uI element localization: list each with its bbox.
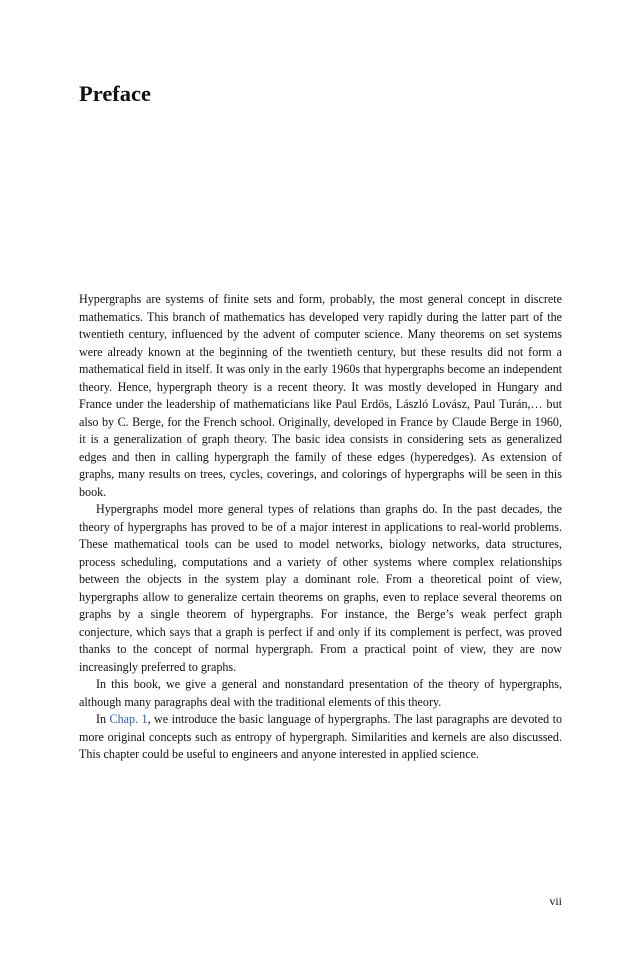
paragraph-4-rest: , we introduce the basic language of hypergraphs. The last paragraphs are devoted to more original concepts such as entropy of hypergraph. Similarities and kernels are also discussed. This chapter could be useful to engineers and anyone interested in applied science. [79, 712, 562, 761]
paragraph-4 [79, 711, 562, 764]
preface-body [79, 291, 562, 764]
paragraph-1: Hypergraphs are systems of finite sets and form, probably, the most general concept in discrete mathematics. This branch of mathematics has developed very rapidly during the latter part of the twentieth century, influenced by the advent of computer science. Many theorems on set systems were already known at the beginning of the twentieth century, but these results did not form a mathematical field in itself. It was only in the early 1960s that hypergraphs become an independent theory. Hence, hypergraph theory is a recent theory. It was mostly developed in Hungary and France under the leadership of mathematicians like Paul Erdös, László Lovász, Paul Turán,… but also by C. Berge, for the French school. Originally, developed in France by Claude Berge in 1960, it is a generalization of graph theory. The basic idea consists in considering sets as generalized edges and then in calling hypergraph the family of these edges (hyperedges). As extension of graphs, many results on trees, cycles, coverings, and colorings of hypergraphs will be seen in this book. [79, 292, 562, 499]
chapter-1-link[interactable]: Chap. 1 [109, 712, 148, 726]
page-number: vii [549, 894, 562, 908]
page-title: Preface [79, 81, 152, 106]
paragraph-4-lead: In [96, 712, 110, 726]
paragraph-3: In this book, we give a general and nonstandard presentation of the theory of hypergraphs, although many paragraphs deal with the traditional elements of this theory. [79, 677, 562, 709]
paragraph-2: Hypergraphs model more general types of relations than graphs do. In the past decades, the theory of hypergraphs has proved to be of a major interest in applications to real-world problems. These mathematical tools can be used to model networks, biology networks, data structures, process scheduling, computations and a variety of other systems where complex relationships between the objects in the system play a dominant role. From a theoretical point of view, hypergraphs allow to generalize certain theorems on graphs, even to replace several theorems on graphs by a single theorem of hypergraphs. For instance, the Berge’s weak perfect graph conjecture, which says that a graph is perfect if and only if its complement is perfect, was proved thanks to the concept of normal hypergraph. From a practical point of view, they are now increasingly preferred to graphs. [79, 502, 562, 674]
